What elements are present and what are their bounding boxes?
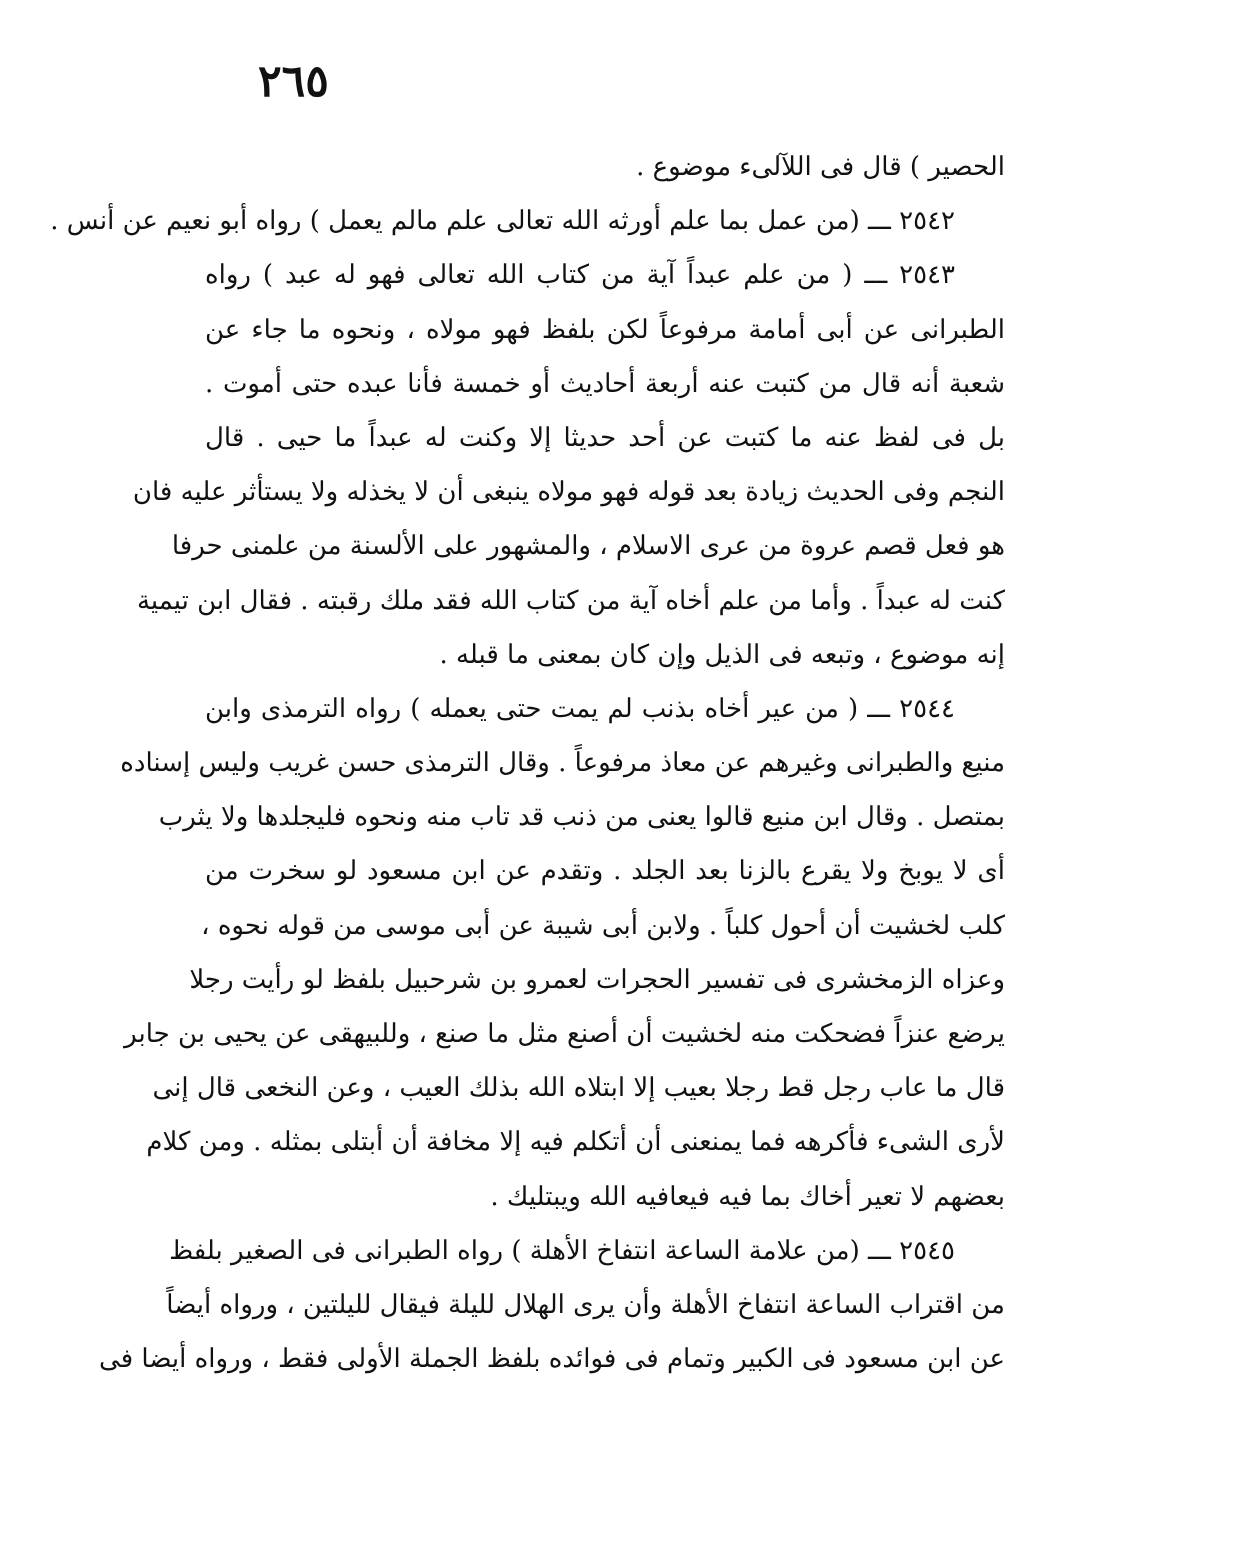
text-line: الطبرانى عن أبى أمامة مرفوعاً لكن بلفظ فهو مولاه ، ونحوه ما جاء عن: [205, 314, 1005, 345]
text-line: ٢٥٤٣ ـــ ( من علم عبداً آية من كتاب الله تعالى فهو له عبد ) رواه: [205, 260, 955, 291]
text-line: بمتصل . وقال ابن منيع قالوا يعنى من ذنب قد تاب منه ونحوه فليجلدها ولا يثرب: [158, 802, 1005, 833]
text-line: كنت له عبداً . وأما من علم أخاه آية من كتاب الله فقد ملك رقبته . فقال ابن تيمية: [136, 585, 1005, 616]
text-line: كلب لخشيت أن أحول كلباً . ولابن أبى شيبة عن أبى موسى من قوله نحوه ،: [201, 910, 1005, 941]
text-line: بعضهم لا تعير أخاك بما فيه فيعافيه الله ويبتليك .: [490, 1181, 1005, 1212]
text-line: لأرى الشىء فأكرهه فما يمنعنى أن أتكلم فيه إلا مخافة أن أبتلى بمثله . ومن كلام: [146, 1127, 1005, 1158]
text-line: هو فعل قصم عروة من عرى الاسلام ، والمشهور على الألسنة من علمنى حرفا: [171, 531, 1005, 562]
text-line: الحصير ) قال فى اللآلىء موضوع .: [636, 152, 1005, 182]
text-line: قال ما عاب رجل قط رجلا بعيب إلا ابتلاه الله بذلك العيب ، وعن النخعى قال إنى: [152, 1073, 1005, 1104]
text-line: ٢٥٤٥ ـــ (من علامة الساعة انتفاخ الأهلة ) رواه الطبرانى فى الصغير بلفظ: [169, 1235, 955, 1266]
text-line: وعزاه الزمخشرى فى تفسير الحجرات لعمرو بن شرحبيل بلفظ لو رأيت رجلا: [189, 964, 1005, 995]
text-line: من اقتراب الساعة انتفاخ الأهلة وأن يرى الهلال لليلة فيقال لليلتين ، ورواه أيضاً: [166, 1289, 1005, 1320]
page-number: ٢٦٥: [258, 56, 329, 107]
text-line: شعبة أنه قال من كتبت عنه أربعة أحاديث أو خمسة فأنا عبده حتى أموت .: [205, 368, 1005, 399]
text-line: إنه موضوع ، وتبعه فى الذيل وإن كان بمعنى ما قبله .: [439, 639, 1005, 670]
text-line: ٢٥٤٤ ـــ ( من عير أخاه بذنب لم يمت حتى يعمله ) رواه الترمذى وابن: [205, 693, 955, 724]
body-text: [50, 140, 1005, 1386]
text-line: عن ابن مسعود فى الكبير وتمام فى فوائده بلفظ الجملة الأولى فقط ، ورواه أيضا فى: [99, 1344, 1005, 1375]
text-line: يرضع عنزاً فضحكت منه لخشيت أن أصنع مثل ما صنع ، وللبيهقى عن يحيى بن جابر: [124, 1019, 1005, 1049]
text-line: أى لا يوبخ ولا يقرع بالزنا بعد الجلد . وتقدم عن ابن مسعود لو سخرت من: [205, 856, 1005, 887]
text-line: منيع والطبرانى وغيرهم عن معاذ مرفوعاً . وقال الترمذى حسن غريب وليس إسناده: [120, 748, 1005, 779]
text-line: النجم وفى الحديث زيادة بعد قوله فهو مولاه ينبغى أن لا يخذله ولا يستأثر عليه فان: [132, 477, 1005, 508]
text-line: بل فى لفظ عنه ما كتبت عن أحد حديثا إلا وكنت له عبداً ما حيى . قال: [205, 422, 1005, 453]
text-line: ٢٥٤٢ ـــ (من عمل بما علم أورثه الله تعالى علم مالم يعمل ) رواه أبو نعيم عن أنس .: [50, 206, 955, 237]
